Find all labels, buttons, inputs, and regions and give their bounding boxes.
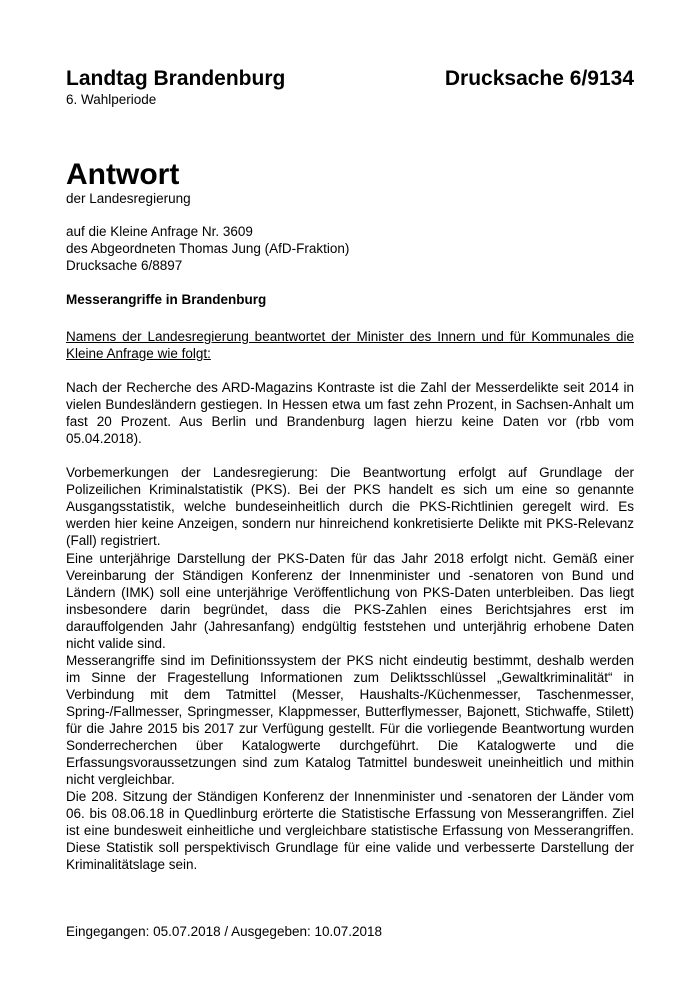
receipt-dates: Eingegangen: 05.07.2018 / Ausgegeben: 10.07.2018 [66,924,383,939]
paragraph-imk-session: Die 208. Sitzung der Ständigen Konferenz der Innenminister und -senatoren der Länder vom 06. bis 08.06.18 in Quedlinburg erörterte die Statistische Erfassung von Messerangriffen. Ziel ist eine bundesweit einheitliche und vergleichbare statistische Erfassung von Messerangriffen. Diese Statistik soll perspektivisch Grundlage für eine valide und verbesserte Darstellung der Kriminalitätslage sein. [66,789,634,873]
document-subtitle: der Landesregierung [66,191,191,206]
legislative-period: 6. Wahlperiode [66,92,157,107]
paragraph-preliminary-remarks: Vorbemerkungen der Landesregierung: Die Beantwortung erfolgt auf Grundlage der Polizeilichen Kriminalstatistik (PKS). Bei der PKS handelt es sich um eine so genannte Ausgangsstatistik, welche bundeseinheitlich durch die PKS-Richtlinien geregelt wird. Es werden hier keine Anzeigen, sondern nur hinreichend konkretisierte Delikte mit PKS-Relevanz (Fall) registriert. [66,465,634,549]
parliament-name: Landtag Brandenburg [66,67,286,90]
inquiry-topic: Messerangriffe in Brandenburg [66,292,267,307]
reference-line-deputy: des Abgeordneten Thomas Jung (AfD-Fraktion) [66,241,350,257]
reference-line-inquiry: auf die Kleine Anfrage Nr. 3609 [66,224,253,239]
document-number: Drucksache 6/9134 [444,67,634,90]
inquiry-reference [66,223,349,275]
intro-statement: Namens der Landesregierung beantwortet der Minister des Innern und für Kommunales die Kleine Anfrage wie folgt: [66,329,634,362]
reference-line-printed-matter: Drucksache 6/8897 [66,258,183,274]
answer-body [66,328,634,873]
paragraph-knife-attacks-definition: Messerangriffe sind im Definitionssystem der PKS nicht eindeutig bestimmt, deshalb werden im Sinne der Fragestellung Informationen zum Deliktsschlüssel „Gewaltkriminalität“ in Verbindung mit dem Tatmittel (Messer, Haushalts-/Küchenmesser, Taschenmesser, Spring-/Fallmesser, Springmesser, Klappmesser, Butterflymesser, Bajonett, Stichwaffe, Stilett) für die Jahre 2015 bis 2017 zur Verfügung gestellt. Für die vorliegende Beantwortung wurden Sonderrecherchen über Katalogwerte durchgeführt. Die Katalogwerte und die Erfassungsvoraussetzungen sind zum Katalog Tatmittel bundesweit uneinheitlich und mithin nicht vergleichbar. [66,652,634,788]
document-title: Antwort [66,158,180,191]
paragraph-background: Nach der Recherche des ARD-Magazins Kontraste ist die Zahl der Messerdelikte seit 2014 in vielen Bundesländern gestiegen. In Hessen etwa um fast zehn Prozent, in Sachsen-Anhalt um fast 20 Prozent. Aus Berlin und Brandenburg lagen hierzu keine Daten vor (rbb vom 05.04.2018). [66,380,634,447]
paragraph-pks-2018: Eine unterjährige Darstellung der PKS-Daten für das Jahr 2018 erfolgt nicht. Gemäß einer Vereinbarung der Ständigen Konferenz der Innenminister und -senatoren von Bund und Ländern (IMK) soll eine unterjährige Veröffentlichung von PKS-Daten unterbleiben. Das liegt insbesondere darin begründet, dass die PKS-Zahlen eines Berichtsjahres erst im darauffolgenden Jahr (Jahresanfang) endgültig feststehen und unterjährig erhobene Daten nicht valide sind. [66,550,634,651]
